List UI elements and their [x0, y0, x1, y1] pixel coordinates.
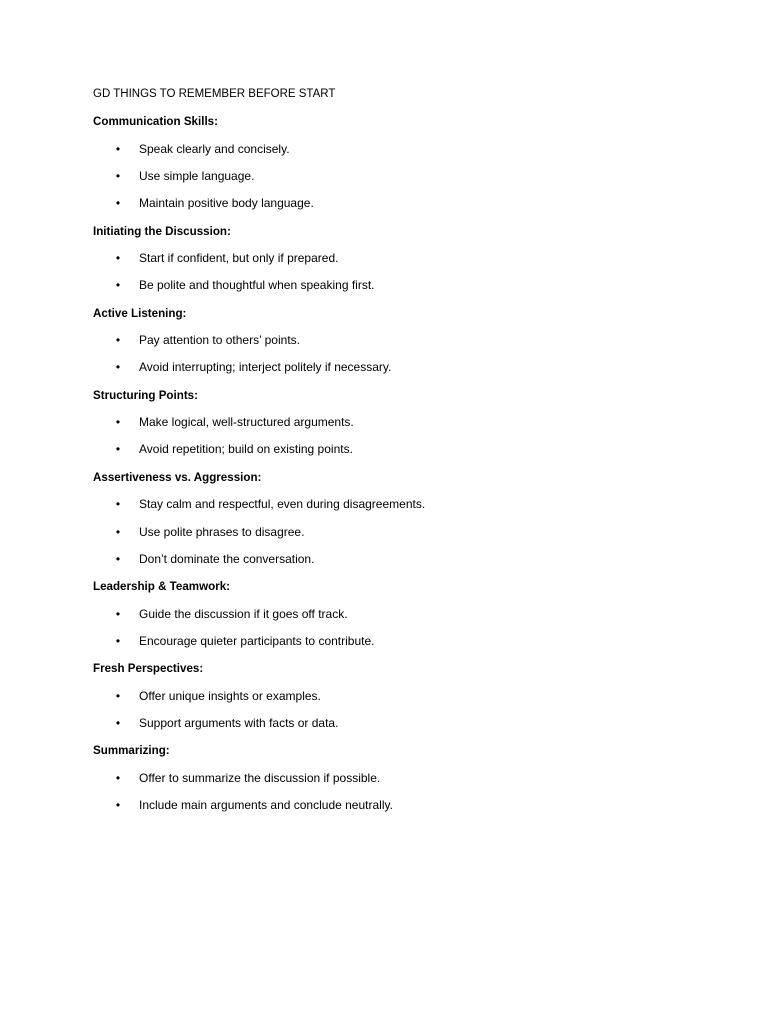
list-item [0, 765, 768, 792]
list-item [0, 628, 768, 655]
bullet-marker [114, 601, 122, 628]
list-item [0, 272, 768, 299]
document-title: GD THINGS TO REMEMBER BEFORE START [93, 88, 336, 100]
list-item-text: Stay calm and respectful, even during disagreements. [139, 497, 426, 512]
list-item [0, 190, 768, 217]
list-item [0, 409, 768, 436]
bullet-marker [114, 765, 122, 792]
list-item [0, 245, 768, 272]
section-heading-assertiveness: Assertiveness vs. Aggression: [93, 470, 262, 484]
section-heading-structuring-points: Structuring Points: [93, 388, 198, 402]
bullet-marker [114, 409, 122, 436]
list-item [0, 601, 768, 628]
list-item-text: Offer unique insights or examples. [139, 688, 321, 703]
bullet-marker [114, 272, 122, 299]
list-item [0, 354, 768, 381]
bullet-marker [114, 163, 122, 190]
list-item-text: Don’t dominate the conversation. [139, 551, 315, 566]
list-item [0, 792, 768, 819]
list-item [0, 519, 768, 546]
list-item [0, 436, 768, 463]
bullet-marker [114, 354, 122, 381]
section-heading-communication-skills: Communication Skills: [93, 115, 218, 129]
list-item [0, 136, 768, 163]
list-item [0, 491, 768, 518]
bullet-marker [114, 792, 122, 819]
list-item [0, 327, 768, 354]
list-item-text: Be polite and thoughtful when speaking first. [139, 278, 375, 293]
list-item-text: Support arguments with facts or data. [139, 715, 339, 730]
list-item-text: Start if confident, but only if prepared. [139, 251, 339, 266]
document-page [0, 81, 768, 819]
bullet-marker [114, 519, 122, 546]
list-item [0, 163, 768, 190]
list-item-text: Speak clearly and concisely. [139, 141, 290, 156]
list-item-text: Guide the discussion if it goes off track. [139, 606, 348, 621]
list-item-text: Use polite phrases to disagree. [139, 524, 305, 539]
list-item-text: Make logical, well-structured arguments. [139, 415, 354, 430]
list-item-text: Offer to summarize the discussion if possible. [139, 770, 381, 785]
bullet-marker [114, 628, 122, 655]
bullet-marker [114, 327, 122, 354]
bullet-marker [114, 190, 122, 217]
section-heading-initiating-discussion: Initiating the Discussion: [93, 224, 231, 238]
list-item [0, 683, 768, 710]
list-item-text: Pay attention to others’ points. [139, 333, 300, 348]
bullet-marker [114, 136, 122, 163]
section-heading-leadership-teamwork: Leadership & Teamwork: [93, 580, 231, 594]
list-item-text: Include main arguments and conclude neutrally. [139, 797, 393, 812]
section-heading-summarizing: Summarizing: [93, 744, 170, 758]
bullet-marker [114, 546, 122, 573]
bullet-marker [114, 491, 122, 518]
bullet-marker [114, 710, 122, 737]
list-item [0, 710, 768, 737]
section-heading-active-listening: Active Listening: [93, 306, 187, 320]
list-item-text: Avoid repetition; build on existing points. [139, 442, 353, 457]
section-heading-fresh-perspectives: Fresh Perspectives: [93, 662, 204, 676]
list-item-text: Avoid interrupting; interject politely if necessary. [139, 360, 392, 375]
list-item-text: Use simple language. [139, 169, 255, 184]
list-item [0, 546, 768, 573]
bullet-marker [114, 436, 122, 463]
list-item-text: Maintain positive body language. [139, 196, 314, 211]
list-item-text: Encourage quieter participants to contribute. [139, 633, 375, 648]
bullet-marker [114, 683, 122, 710]
bullet-marker [114, 245, 122, 272]
